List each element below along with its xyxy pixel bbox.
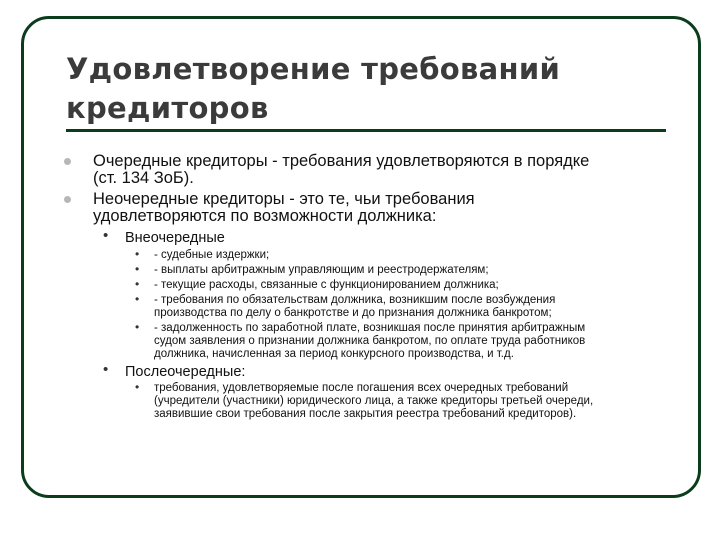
title-underline <box>66 129 666 132</box>
list-item <box>135 380 674 421</box>
title-line: кредиторов <box>66 91 269 125</box>
list-item-text: Неочередные кредиторы - это те, чьи требования <box>93 190 475 208</box>
list-item-text: Очередные кредиторы - требования удовлетворяются в порядке <box>93 152 590 170</box>
list-item-text: - выплаты арбитражным управляющим и реестродержателям; <box>154 264 489 276</box>
bullet-icon: • <box>135 320 140 334</box>
list-item-text: (ст. 134 ЗоБ). <box>93 169 194 187</box>
sublist-item-label: Внеочередные <box>125 230 225 246</box>
list-item-text: удовлетворяются по возможности должника: <box>93 207 437 225</box>
list-item-text: - задолженность по заработной плате, возникшая после принятия арбитражным <box>154 322 586 334</box>
list-item-text: должника, начисленная за период конкурсного производства, и т.д. <box>154 348 514 360</box>
bullet-icon: • <box>103 227 109 244</box>
bullet-icon: • <box>135 262 140 276</box>
list-item <box>135 277 674 292</box>
list-item-text: судом заявления о признании должника банкротом, по оплате труда работников <box>154 335 586 347</box>
list-item <box>135 292 674 320</box>
bullet-icon: • <box>103 361 109 378</box>
bullet-icon: • <box>135 380 140 394</box>
bullet-dot-icon <box>64 196 71 203</box>
bullet-dot-icon <box>64 158 71 165</box>
bullet-icon: • <box>135 277 140 291</box>
list-item <box>135 262 674 277</box>
list-item <box>135 320 674 361</box>
list-item-text: требования, удовлетворяемые после погашения всех очередных требований <box>154 382 569 394</box>
list-item-text: (учредители (участники) юридического лица, а также кредиторы третьей очереди, <box>154 395 594 407</box>
slide-title <box>66 50 686 128</box>
list-item-regular-creditors <box>93 153 693 187</box>
sublist-item-label: Послеочередные: <box>125 364 246 380</box>
list-item-text: производства по делу о банкротстве и до признания должника банкротом; <box>154 307 552 319</box>
list-item-text: заявившие свои требования после закрытия реестра требований кредиторов). <box>154 408 577 420</box>
sublist-item-post-order <box>103 361 685 380</box>
list-item-text: - требования по обязательствам должника, возникшим после возбуждения <box>154 294 556 306</box>
bullet-icon: • <box>135 247 140 261</box>
list-item-non-regular-creditors <box>93 191 693 225</box>
sublist-item-extraordinary <box>103 227 685 246</box>
list-item <box>135 247 674 262</box>
list-item-text: - текущие расходы, связанные с функционированием должника; <box>154 279 499 291</box>
bullet-icon: • <box>135 292 140 306</box>
title-line: Удовлетворение требований <box>66 52 561 86</box>
list-item-text: - судебные издержки; <box>154 249 270 261</box>
